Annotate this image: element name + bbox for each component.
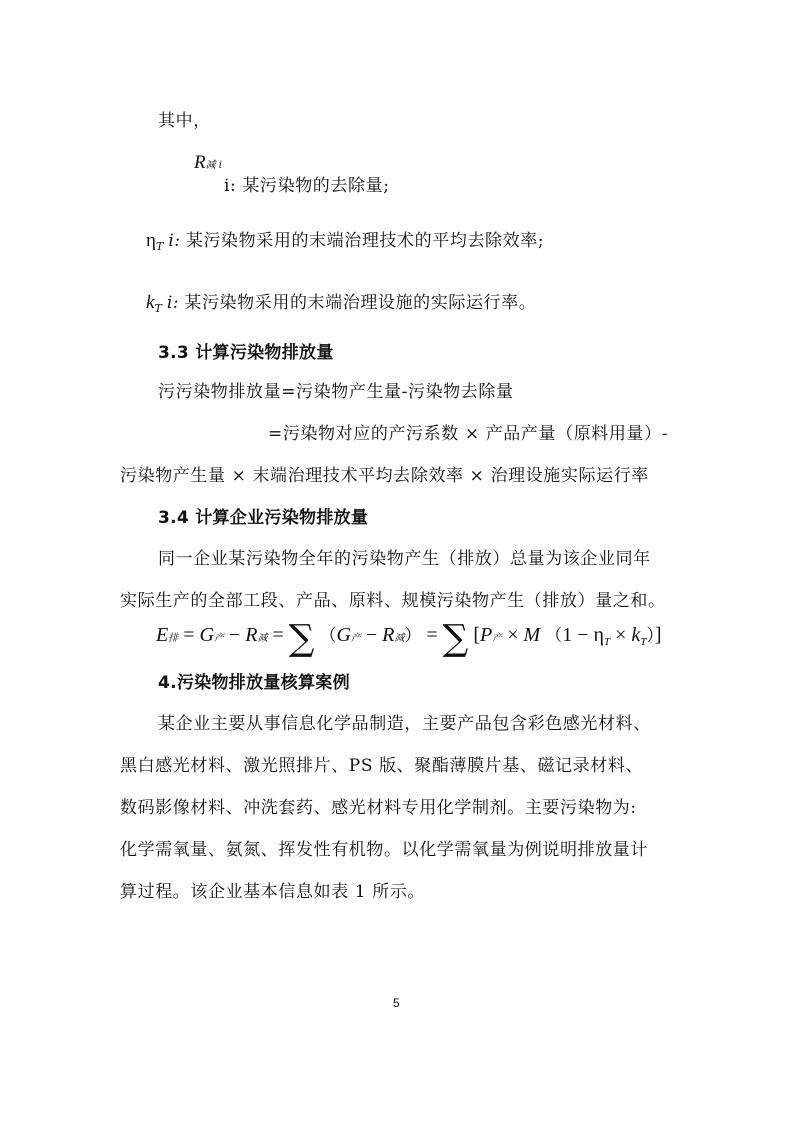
formula-eta-sub: T <box>603 636 611 648</box>
formula-m: M <box>523 624 541 646</box>
formula-r: R <box>245 624 258 646</box>
formula-paren-open: （ <box>319 626 337 646</box>
formula-paren-close: ） <box>404 626 422 646</box>
formula-p-sub: 产 <box>492 633 503 644</box>
emission-formula <box>156 618 662 659</box>
section-heading-3-4: 3.4 计算企业污染物排放量 <box>158 508 369 528</box>
section-4-line-1: 某企业主要从事信息化学品制造，主要产品包含彩色感光材料、 <box>158 714 651 734</box>
definition-separator: i: <box>224 176 237 196</box>
intro-text: 其中， <box>158 111 211 131</box>
formula-g-sub: 产 <box>213 633 224 644</box>
symbol-eta-subscript: T <box>155 240 164 253</box>
symbol-r-subscript: 减 i <box>205 160 222 171</box>
definition-description: 某污染物的去除量; <box>242 176 390 196</box>
page-number: 5 <box>393 996 400 1010</box>
formula-times: × <box>507 624 519 646</box>
symbol-k-subscript: T <box>154 302 162 315</box>
formula-r-sub: 减 <box>394 633 405 644</box>
section-4-line-3: 数码影像材料、冲洗套药、感光材料专用化学制剂。主要污染物为: <box>120 798 637 818</box>
definition-operation-rate <box>146 288 536 315</box>
definition-removal-efficiency <box>146 226 544 253</box>
formula-paren-close: ） <box>646 626 655 646</box>
section-3-3-line-2: =污染物对应的产污系数 × 产品产量（原料用量）- <box>268 424 669 444</box>
section-heading-4: 4.污染物排放量核算案例 <box>158 673 350 693</box>
formula-minus: − <box>228 624 241 646</box>
formula-g: G <box>336 624 351 646</box>
section-3-4-line-2: 实际生产的全部工段、产品、原料、规模污染物产生（排放）量之和。 <box>120 591 666 611</box>
formula-times: × <box>615 624 627 646</box>
definition-description: 某污染物采用的末端治理设施的实际运行率。 <box>184 293 537 313</box>
formula-bracket-close: ] <box>654 624 662 646</box>
symbol-r: R <box>194 152 206 173</box>
symbol-k: k <box>146 292 155 313</box>
definition-separator: i: <box>166 293 180 313</box>
definition-removal-amount <box>194 152 222 174</box>
formula-k: k <box>631 624 641 646</box>
definition-separator: i: <box>168 231 181 251</box>
sum-symbol: ∑ <box>442 618 469 659</box>
section-3-3-line-1: 污污染物排放量=污染物产生量-污染物去除量 <box>158 382 514 402</box>
formula-p: P <box>480 624 493 646</box>
formula-bracket-open: [ <box>473 624 481 646</box>
definition-removal-amount-text <box>224 171 390 196</box>
formula-one: 1 <box>562 624 573 646</box>
section-4-line-5: 算过程。该企业基本信息如表 1 所示。 <box>120 882 426 902</box>
definition-description: 某污染物采用的末端治理技术的平均去除效率; <box>185 231 545 251</box>
formula-r-sub: 减 <box>257 633 268 644</box>
formula-e-sub: 排 <box>168 633 179 644</box>
formula-eta: η <box>593 624 604 646</box>
formula-paren-open: （ <box>545 626 563 646</box>
section-3-4-line-1: 同一企业某污染物全年的污染物产生（排放）总量为该企业同年 <box>158 549 651 569</box>
formula-equals: = <box>272 624 284 646</box>
formula-g: G <box>199 624 214 646</box>
section-heading-3-3: 3.3 计算污染物排放量 <box>158 343 334 363</box>
sum-symbol: ∑ <box>288 618 315 659</box>
formula-r: R <box>382 624 395 646</box>
formula-equals: = <box>426 624 438 646</box>
formula-equals: = <box>183 624 195 646</box>
section-3-3-line-3: 污染物产生量 × 末端治理技术平均去除效率 × 治理设施实际运行率 <box>120 466 649 486</box>
formula-g-sub: 产 <box>350 633 361 644</box>
section-4-line-4: 化学需氧量、氨氮、挥发性有机物。以化学需氧量为例说明排放量计 <box>120 840 648 860</box>
formula-minus: − <box>365 624 378 646</box>
symbol-eta: η <box>146 230 156 251</box>
formula-minus: − <box>577 624 589 646</box>
section-4-line-2: 黑白感光材料、激光照排片、PS 版、聚酯薄膜片基、磁记录材料、 <box>120 756 644 776</box>
formula-e: E <box>156 624 169 646</box>
formula-k-sub: T <box>640 636 647 648</box>
